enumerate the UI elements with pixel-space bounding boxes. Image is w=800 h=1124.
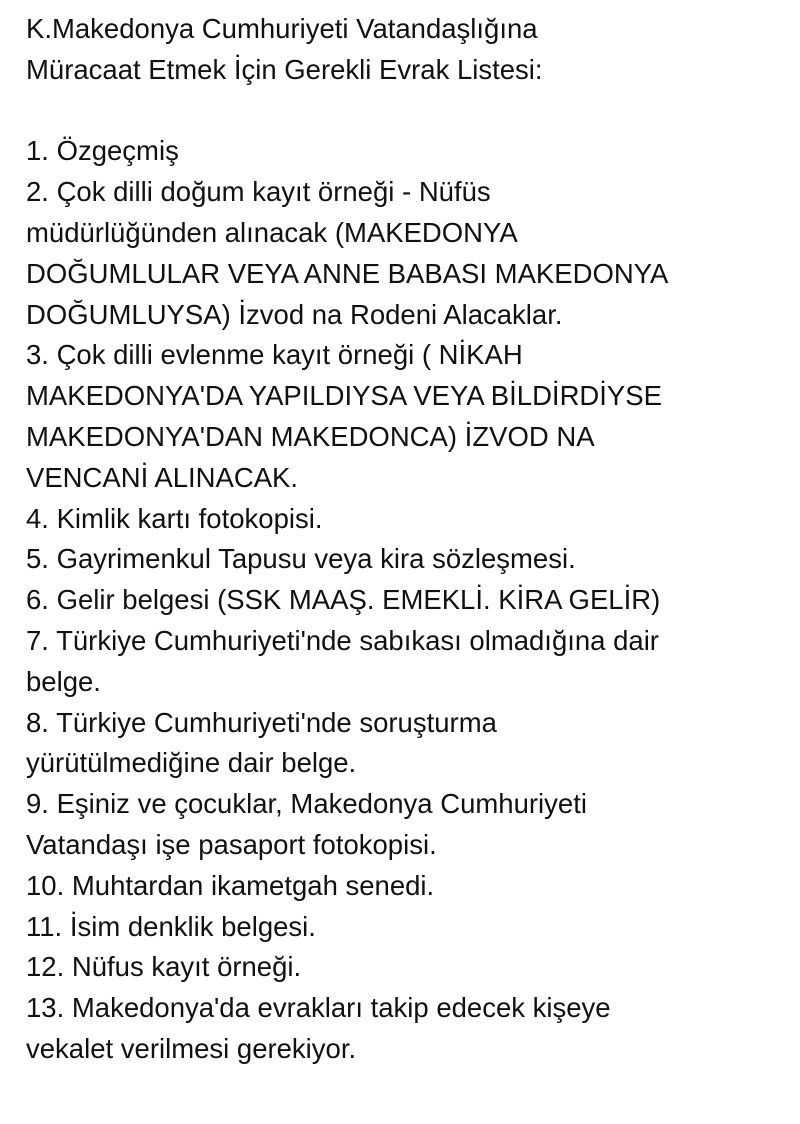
list-item	[26, 335, 786, 498]
list-item-line: 5. Gayrimenkul Tapusu veya kira sözleşmesi.	[26, 543, 576, 575]
list-item-line: vekalet verilmesi gerekiyor.	[26, 1032, 357, 1064]
list-item-line: 8. Türkiye Cumhuriyeti'nde soruşturma	[26, 706, 497, 738]
list-item	[26, 703, 786, 785]
list-item	[26, 621, 786, 703]
list-item-line: 12. Nüfus kayıt örneği.	[26, 951, 302, 983]
document-text	[26, 9, 786, 1070]
list-item-line: Vatandaşı işe pasaport fotokopisi.	[26, 828, 437, 860]
list-item-line: belge.	[26, 665, 101, 697]
list-item-line: 2. Çok dilli doğum kayıt örneği - Nüfüs	[26, 176, 491, 208]
list-item-line: 3. Çok dilli evlenme kayıt örneği ( NİKAH	[26, 339, 523, 371]
list-item	[26, 866, 786, 907]
title-line: Müracaat Etmek İçin Gerekli Evrak Listesi:	[26, 53, 543, 85]
blank-line	[26, 91, 786, 132]
list-item	[26, 784, 786, 866]
list-item-line: MAKEDONYA'DA YAPILDIYSA VEYA BİLDİRDİYSE	[26, 380, 662, 412]
document-list	[26, 131, 786, 1069]
list-item-line: VENCANİ ALINACAK.	[26, 461, 299, 493]
list-item-line: 9. Eşiniz ve çocuklar, Makedonya Cumhuriyeti	[26, 788, 587, 820]
list-item-line: müdürlüğünden alınacak (MAKEDONYA	[26, 216, 518, 248]
list-item	[26, 580, 786, 621]
list-item	[26, 539, 786, 580]
list-item-line: 6. Gelir belgesi (SSK MAAŞ. EMEKLİ. KİRA GELİR)	[26, 584, 661, 616]
title-line: K.Makedonya Cumhuriyeti Vatandaşlığına	[26, 13, 538, 44]
list-item-line: DOĞUMLULAR VEYA ANNE BABASI MAKEDONYA	[26, 257, 669, 289]
list-item	[26, 907, 786, 948]
list-item-line: yürütülmediğine dair belge.	[26, 747, 357, 779]
list-item	[26, 988, 786, 1070]
list-item-line: 1. Özgeçmiş	[26, 135, 179, 167]
list-item-line: 10. Muhtardan ikametgah senedi.	[26, 869, 435, 901]
list-item-line: MAKEDONYA'DAN MAKEDONCA) İZVOD NA	[26, 420, 595, 452]
list-item-line: 11. İsim denklik belgesi.	[26, 910, 316, 942]
list-item	[26, 947, 786, 988]
list-item-line: DOĞUMLUYSA) İzvod na Rodeni Alacaklar.	[26, 298, 563, 330]
list-item-line: 7. Türkiye Cumhuriyeti'nde sabıkası olmadığına dair	[26, 624, 659, 656]
list-item	[26, 172, 786, 335]
list-item	[26, 499, 786, 540]
list-item	[26, 131, 786, 172]
list-item-line: 13. Makedonya'da evrakları takip edecek kişeye	[26, 992, 611, 1024]
list-item-line: 4. Kimlik kartı fotokopisi.	[26, 502, 323, 534]
document-title	[26, 9, 786, 91]
